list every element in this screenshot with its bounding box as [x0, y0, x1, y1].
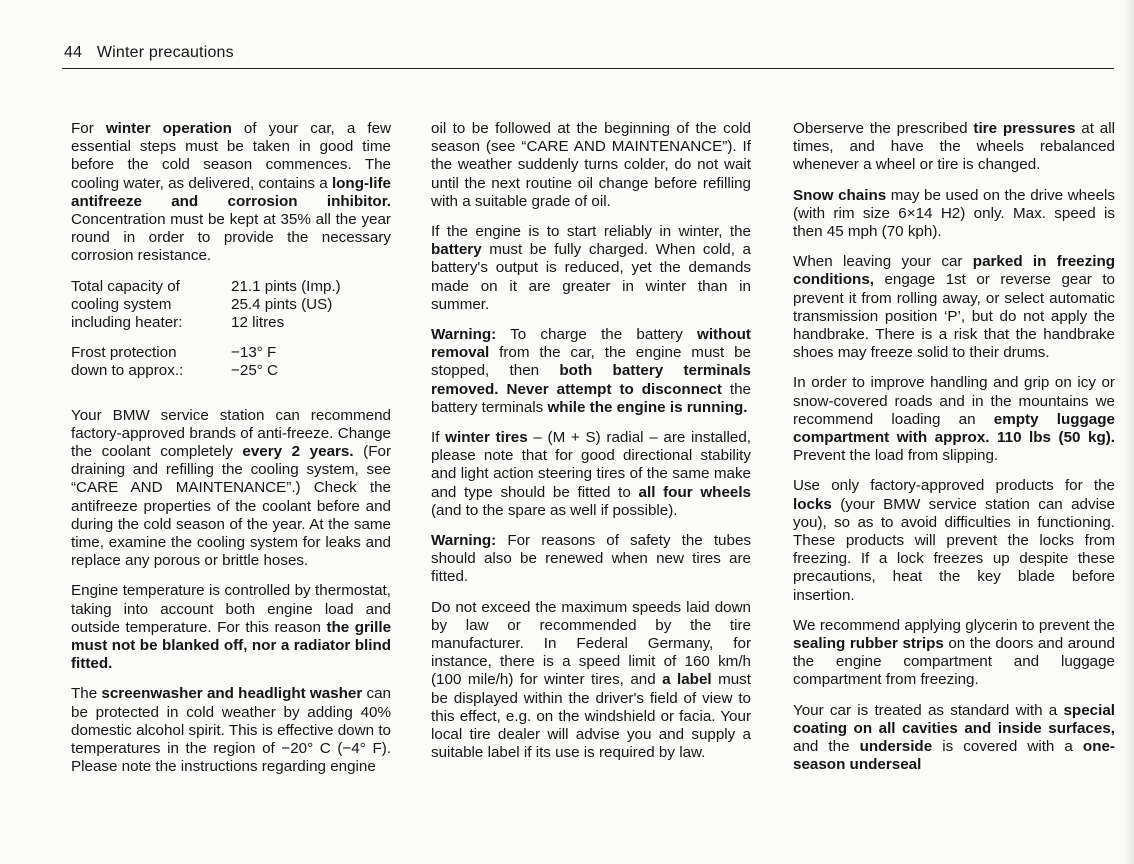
- bold-text: special coating on all cavities and inside surfaces,: [793, 701, 1115, 737]
- column-3: [793, 120, 1115, 787]
- text-run: the battery terminals: [431, 380, 751, 416]
- paragraph-winter-operation: [71, 120, 391, 266]
- paragraph-locks: [793, 477, 1115, 604]
- bold-text: tire pressures: [973, 120, 1076, 137]
- bold-text: sealing rubber strips: [793, 635, 944, 653]
- table-row: [71, 344, 278, 362]
- bold-text: locks: [793, 495, 832, 513]
- text-run: on the doors and around the engine compartment and luggage compartment from freezing.: [793, 635, 1115, 689]
- text-run: (your BMW service station can advise you), so as to avoid difficulties in functioning. These products will prevent the locks from freezing. If a lock freezes up despite these precautions, heat the key blade before insertion.: [793, 495, 1115, 604]
- bold-text: all four wheels: [638, 483, 752, 501]
- spec-value: 12 litres: [231, 314, 285, 332]
- bold-text: long-life antifreeze and corrosion inhibitor.: [71, 174, 391, 210]
- bold-text: battery: [431, 241, 482, 259]
- table-row: [71, 362, 278, 380]
- text-run: In order to improve handling and grip on icy or snow-covered roads and in the mountains we recommend loading an: [793, 374, 1115, 428]
- bold-text: underside: [859, 738, 933, 756]
- paragraph-battery: [431, 223, 751, 314]
- paragraph-sealing-strips: [793, 617, 1115, 690]
- column-2: [431, 120, 751, 775]
- text-run: must be fully charged. When cold, a battery's output is reduced, yet the demands made on it are greater in winter than in summer.: [431, 241, 751, 313]
- spec-label: cooling system: [71, 295, 172, 313]
- table-row: [71, 278, 341, 296]
- text-run: Your car is treated as standard with a: [793, 701, 1064, 719]
- text-run: Use only factory-approved products for the: [793, 477, 1115, 495]
- paragraph-winter-tires: [431, 429, 751, 520]
- text-run: If: [431, 429, 446, 447]
- table-row: [71, 296, 341, 314]
- text-run: oil to be followed at the beginning of the cold season (see “CARE AND MAINTENANCE”). If the weather suddenly turns colder, do not wait until the next routine oil change before refilling with a suitable grade of oil.: [431, 120, 751, 210]
- bold-text: Snow chains: [793, 186, 887, 204]
- table-row: [71, 314, 341, 332]
- column-1: [71, 120, 391, 789]
- text-run: When leaving your car: [793, 253, 973, 271]
- text-run: from the car, the engine must be stopped, then: [431, 344, 751, 380]
- bold-text: both battery terminals removed. Never attempt to disconnect: [431, 362, 752, 398]
- text-run: and the: [793, 738, 860, 756]
- frost-protection-table: [71, 344, 278, 380]
- spec-value: −25° C: [231, 362, 279, 380]
- paragraph-battery-warning: [431, 326, 751, 417]
- bold-text: a label: [662, 671, 712, 689]
- spec-label: Frost protection: [71, 344, 177, 362]
- text-run: Engine temperature is controlled by thermostat, taking into account both engine load and outside temperature. For this reason: [71, 582, 391, 636]
- paragraph-tubes-warning: [431, 532, 751, 587]
- text-run: engage 1st or reverse gear to prevent it from rolling away, or select automatic transmission position ‘P’, but do not apply the handbrake. There is a risk that the handbrake shoes may freeze solid to their drums.: [793, 271, 1115, 362]
- text-run: For reasons of safety the tubes should also be renewed when new tires are fitted.: [431, 532, 751, 586]
- spec-value: 25.4 pints (US): [231, 295, 333, 313]
- bold-text: Warning:: [431, 326, 497, 344]
- header-rule: [62, 68, 1114, 69]
- spec-value: −13° F: [231, 344, 277, 362]
- paragraph-tire-pressures: [793, 120, 1115, 175]
- paragraph-luggage-load: [793, 374, 1115, 465]
- bold-text: without removal: [431, 326, 751, 362]
- bold-text: every 2 years.: [242, 443, 354, 461]
- text-run: For: [71, 120, 106, 137]
- spec-label: including heater:: [71, 314, 183, 332]
- text-run: Concentration must be kept at 35% all the year round in order to provide the necessary corrosion resistance.: [71, 211, 391, 265]
- text-run: Prevent the load from slipping.: [793, 447, 999, 465]
- spec-label: Total capacity of: [71, 277, 180, 295]
- text-run: at all times, and have the wheels rebalanced whenever a wheel or tire is changed.: [793, 120, 1115, 174]
- text-run: If the engine is to start reliably in winter, the: [431, 223, 751, 241]
- page-number: 44: [64, 44, 83, 61]
- page-edge-shadow: [1124, 0, 1134, 864]
- paragraph-oil: [431, 120, 751, 211]
- bold-text: one-season underseal: [793, 738, 1115, 774]
- section-title: Winter precautions: [96, 44, 234, 61]
- text-run: may be used on the drive wheels (with rim size 6×14 H2) only. Max. speed is then 45 mph (70 kph).: [793, 186, 1115, 241]
- paragraph-snow-chains: [793, 187, 1115, 242]
- text-run: of your car, a few essential steps must be taken in good time before the cold season commences. The cooling water, as delivered, contains a: [71, 120, 391, 192]
- bold-text: empty luggage compartment with approx. 110 lbs (50 kg).: [793, 410, 1115, 447]
- cooling-capacity-table: [71, 278, 341, 333]
- page-header: [64, 44, 234, 62]
- text-run: To charge the battery: [496, 326, 698, 344]
- paragraph-engine-temperature: [71, 582, 391, 673]
- spec-value: 21.1 pints (Imp.): [231, 277, 341, 295]
- text-run: Your BMW service station can recommend factory-approved brands of anti-freeze. Change the coolant completely: [71, 406, 391, 461]
- paragraph-antifreeze: [71, 407, 391, 571]
- text-run: Oberserve the prescribed: [793, 120, 974, 137]
- paragraph-underseal: [793, 702, 1115, 775]
- text-run: can be protected in cold weather by adding 40% domestic alcohol spirit. This is effective down to temperatures in the region of −20° C (−4° F). Please note the instructions regarding engine: [71, 685, 391, 776]
- text-run: (and to the spare as well if possible).: [431, 501, 678, 519]
- paragraph-parking: [793, 253, 1115, 362]
- bold-text: screenwasher and headlight washer: [101, 685, 363, 703]
- bold-text: winter operation: [105, 120, 232, 137]
- text-run: must be displayed within the driver's field of view to this effect, e.g. on the windshield or facia. Your local tire dealer will advise you and supply a suitable label if its use is required by law.: [431, 671, 751, 762]
- bold-text: Warning:: [431, 532, 497, 550]
- bold-text: parked in freezing conditions,: [793, 253, 1115, 289]
- bold-text: while the engine is running.: [547, 398, 748, 416]
- bold-text: the grille must not be blanked off, nor a radiator blind fitted.: [71, 618, 392, 673]
- text-run: (For draining and refilling the cooling system, see “CARE AND MAINTENANCE”.) Check the antifreeze properties of the coolant before and during the cold season of the year. At the same time, examine the cooling system for leaks and replace any porous or brittle hoses.: [71, 443, 392, 570]
- text-run: – (M + S) radial – are installed, please note that for good directional stability and light action steering tires of the same make and type should be fitted to: [431, 429, 751, 501]
- text-run: Do not exceed the maximum speeds laid down by law or recommended by the tire manufacturer. In Federal Germany, for instance, there is a speed limit of 160 km/h (100 mile/h) for winter tires, and: [431, 598, 751, 689]
- bold-text: winter tires: [445, 429, 528, 447]
- paragraph-speed-limit: [431, 599, 751, 763]
- text-run: We recommend applying glycerin to prevent the: [793, 616, 1115, 634]
- paragraph-screenwasher: [71, 685, 391, 776]
- spec-label: down to approx.:: [71, 362, 184, 380]
- text-run: The: [71, 685, 102, 703]
- text-run: is covered with a: [932, 738, 1083, 756]
